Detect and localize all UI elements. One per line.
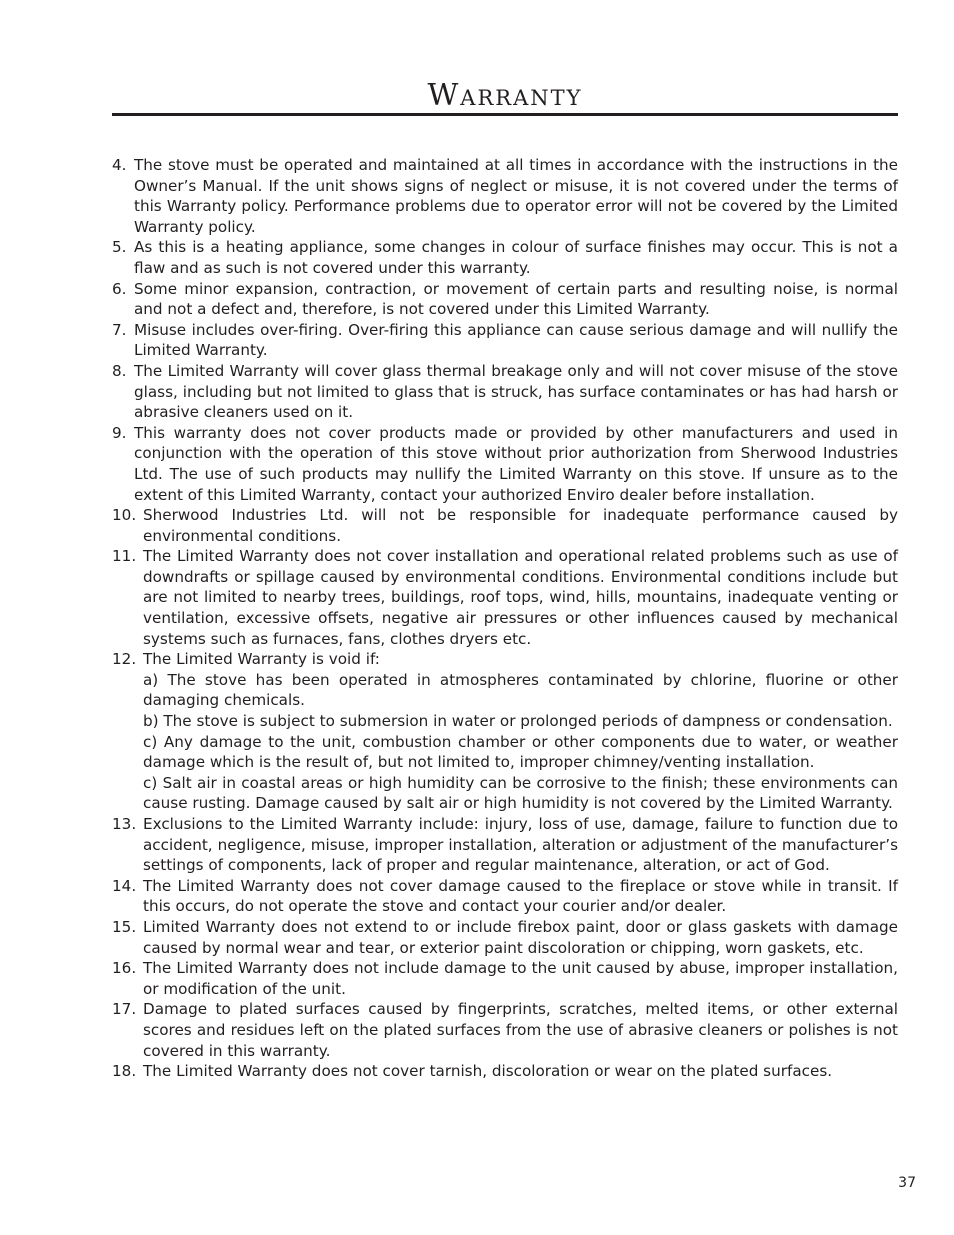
warranty-item xyxy=(112,917,898,958)
item-number: 16. xyxy=(112,959,137,978)
item-number: 14. xyxy=(112,876,137,895)
item-text: The Limited Warranty does not cover damage caused to the fireplace or stove while in transit. If this occurs, do not operate the stove and contact your courier and/or dealer. xyxy=(143,876,898,916)
item-text: The Limited Warranty will cover glass thermal breakage only and will not cover misuse of the stove glass, including but not limited to glass that is struck, has surface contaminates or has had harsh or abrasive cleaners used on it. xyxy=(134,361,898,422)
item-number: 7. xyxy=(112,320,127,339)
warranty-item xyxy=(112,999,898,1061)
warranty-item xyxy=(112,876,898,917)
warranty-terms-list xyxy=(112,155,898,1082)
title-divider xyxy=(112,113,898,116)
item-number: 12. xyxy=(112,650,137,669)
item-text: As this is a heating appliance, some changes in colour of surface finishes may occur. This is not a flaw and as such is not covered under this warranty. xyxy=(134,238,898,277)
item-text: Some minor expansion, contraction, or movement of certain parts and resulting noise, is normal and not a defect and, therefore, is not covered under this Limited Warranty. xyxy=(134,279,898,319)
warranty-item xyxy=(112,423,898,505)
sub-item-text: c) Any damage to the unit, combustion chamber or other components due to water, or weather damage which is the result of, but not limited to, improper chimney/venting installation. xyxy=(143,732,898,772)
item-text: Limited Warranty does not extend to or include firebox paint, door or glass gaskets with damage caused by normal wear and tear, or exterior paint discoloration or chipping, worn gaskets, etc. xyxy=(143,917,898,957)
warranty-item xyxy=(112,320,898,361)
item-text: The Limited Warranty does not cover installation and operational related problems such as use of downdrafts or spillage caused by environmental conditions. Environmental conditions include but are not limited to nearby trees, buildings, roof tops, wind, hills, mountains, inadequate venting or ventilation, excessive offsets, negative air pressures or other influences caused by mechanical systems such as furnaces, fans, clothes dryers etc. xyxy=(143,547,898,648)
item-number: 6. xyxy=(112,279,127,298)
item-text: The Limited Warranty does not include damage to the unit caused by abuse, improper installation, or modification of the unit. xyxy=(143,959,898,998)
item-text-group xyxy=(143,649,898,814)
warranty-item xyxy=(112,505,898,546)
sub-item-text: c) Salt air in coastal areas or high humidity can be corrosive to the finish; these environments can cause rusting. Damage caused by salt air or high humidity is not covered by the Limited Warranty. xyxy=(143,773,898,813)
item-number: 17. xyxy=(112,1000,137,1019)
page-title: Warranty xyxy=(427,78,583,113)
warranty-item xyxy=(112,155,898,237)
item-text: Sherwood Industries Ltd. will not be responsible for inadequate performance caused by environmental conditions. xyxy=(143,506,898,545)
page-number: 37 xyxy=(898,1175,916,1191)
item-text: Exclusions to the Limited Warranty include: injury, loss of use, damage, failure to function due to accident, negligence, misuse, improper installation, alteration or adjustment of the manufacturer’s settings of components, lack of proper and regular maintenance, alteration, or act of God. xyxy=(143,815,898,875)
warranty-item xyxy=(112,1061,898,1082)
item-text: The Limited Warranty is void if: xyxy=(143,650,380,669)
item-number: 9. xyxy=(112,423,127,442)
warranty-item xyxy=(112,649,898,814)
item-text: Damage to plated surfaces caused by fingerprints, scratches, melted items, or other external scores and residues left on the plated surfaces from the use of abrasive cleaners or polishes is not covered in this warranty. xyxy=(143,1000,898,1060)
item-number: 4. xyxy=(112,156,127,174)
item-number: 8. xyxy=(112,361,127,380)
warranty-item xyxy=(112,546,898,649)
warranty-item xyxy=(112,814,898,876)
sub-item-text: a) The stove has been operated in atmospheres contaminated by chlorine, fluorine or other damaging chemicals. xyxy=(143,670,898,710)
item-text: This warranty does not cover products made or provided by other manufacturers and used in conjunction with the operation of this stove without prior authorization from Sherwood Industries Ltd. The use of such products may nullify the Limited Warranty on this stove. If unsure as to the extent of this Limited Warranty, contact your authorized Enviro dealer before installation. xyxy=(134,423,898,504)
warranty-item xyxy=(112,361,898,423)
item-number: 10. xyxy=(112,506,137,525)
item-number: 13. xyxy=(112,815,137,833)
item-text: The stove must be operated and maintained at all times in accordance with the instructions in the Owner’s Manual. If the unit shows signs of neglect or misuse, it is not covered under the terms of this Warranty policy. Performance problems due to operator error will not be covered by the Limited Warranty policy. xyxy=(134,156,898,236)
item-number: 18. xyxy=(112,1062,137,1081)
item-text: Misuse includes over-firing. Over-firing this appliance can cause serious damage and will nullify the Limited Warranty. xyxy=(134,320,898,360)
item-number: 5. xyxy=(112,238,127,257)
item-text: The Limited Warranty does not cover tarnish, discoloration or wear on the plated surfaces. xyxy=(143,1062,833,1081)
item-number: 11. xyxy=(112,547,137,566)
sub-item-text: b) The stove is subject to submersion in water or prolonged periods of dampness or condensation. xyxy=(143,712,893,731)
warranty-item xyxy=(112,237,898,278)
item-number: 15. xyxy=(112,917,137,936)
warranty-item xyxy=(112,279,898,320)
warranty-item xyxy=(112,958,898,999)
